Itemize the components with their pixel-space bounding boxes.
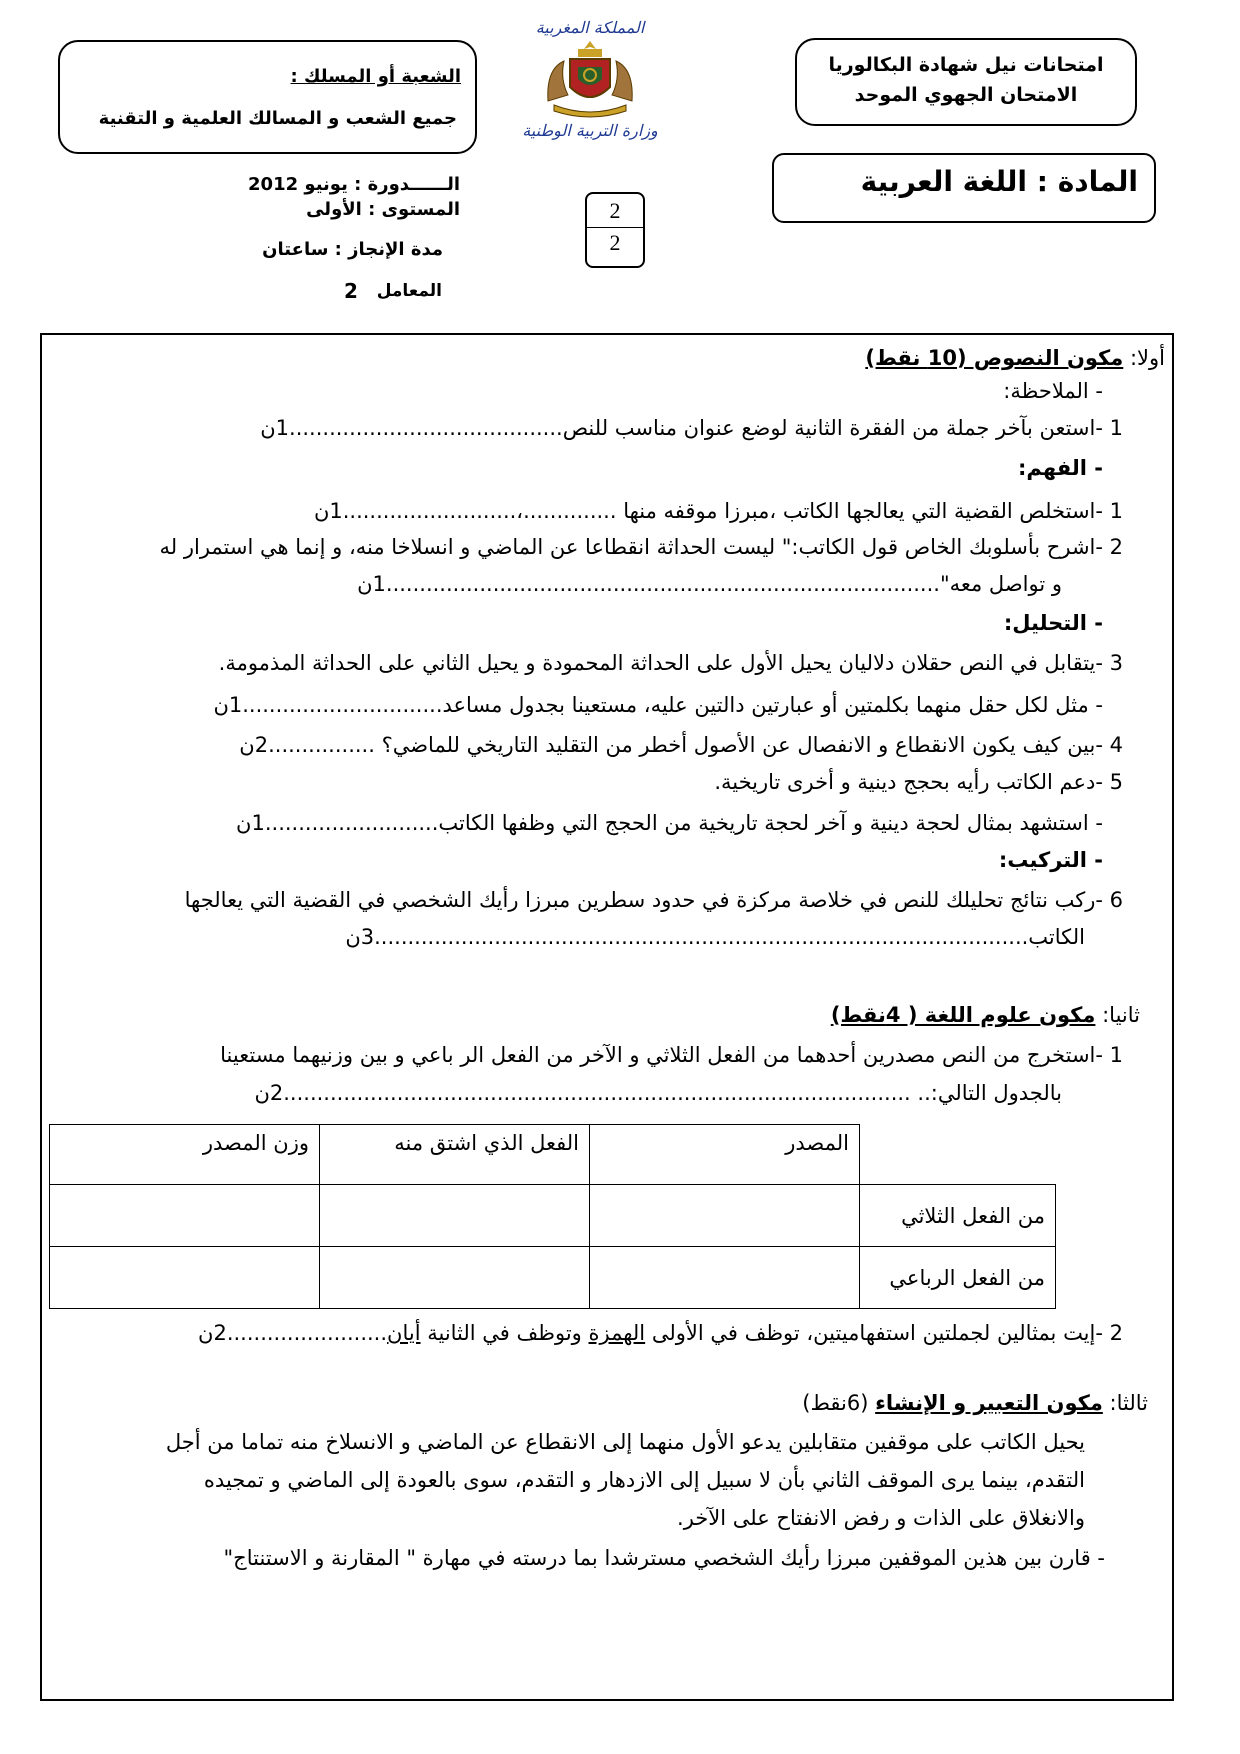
s2-q2-part-a: 2 -إيت بمثالين لجملتين استفهاميتين، توظف في الأولى: [645, 1321, 1123, 1345]
table-header-pattern: وزن المصدر: [50, 1125, 320, 1185]
table-cell[interactable]: [590, 1247, 860, 1309]
s3-line-3: والانغلاق على الذات و رفض الانفتاح على الآخر.: [677, 1506, 1085, 1530]
s1-line-q4-explain: 4 -بين كيف يكون الانقطاع و الانفصال عن الأصول أخطر من التقليد التاريخي للماضي؟ ................2ن: [239, 733, 1123, 757]
exam-title-line1: امتحانات نيل شهادة البكالوريا: [828, 54, 1104, 76]
s1-line-q6-synth: 6 -ركب نتائج تحليلك للنص في خلاصة مركزة في حدود سطرين مبرزا رأيك الشخصي في القضية التي يعالجها: [184, 888, 1123, 912]
section2-title: مكون علوم اللغة ( 4نقط): [830, 1003, 1096, 1027]
duration-label: مدة الإنجاز : ساعتان: [262, 239, 443, 260]
s3-line-task: - قارن بين هذين الموقفين مبرزا رأيك الشخصي مسترشدا بما درسته في مهارة " المقارنة و الاستنتاج": [223, 1546, 1105, 1570]
s1-line-q1-issue: 1 -استخلص القضية التي يعالجها الكاتب ،مبرزا موقفه منها ..............،..........................1ن: [313, 499, 1123, 523]
s3-line-1: يحيل الكاتب على موقفين متقابلين يدعو الأول منهما إلى الانقطاع عن الماضي و الانسلاخ منه تماما من أجل: [165, 1430, 1085, 1454]
page-number-top: 2: [587, 194, 643, 228]
s1-line-q6-cont: الكاتب..................................................................................................3ن: [345, 925, 1085, 949]
subject-box: [772, 153, 1156, 223]
s2-line-q1: 1 -استخرج من النص مصدرين أحدهما من الفعل الثلاثي و الآخر من الفعل الر باعي و بين وزنيهما مستعينا: [220, 1043, 1123, 1067]
s1-line-observation: - الملاحظة:: [1003, 379, 1103, 403]
section3-prefix: ثالثا:: [1109, 1391, 1148, 1415]
exam-title-line2: الامتحان الجهوي الموحد: [854, 84, 1078, 106]
table-cell[interactable]: [590, 1185, 860, 1247]
table-cell[interactable]: [320, 1247, 590, 1309]
section3-heading: [50, 1388, 1148, 1418]
s1-line-synthesis: - التركيب:: [998, 848, 1103, 872]
table-header-verb: الفعل الذي اشتق منه: [320, 1125, 590, 1185]
branch-title: الشعبة أو المسلك :: [290, 66, 461, 87]
s2-line-q2: [50, 1318, 1123, 1348]
s1-line-comprehension: - الفهم:: [1018, 456, 1103, 480]
table-corner: [860, 1125, 1056, 1185]
s1-line-q5-cite: - استشهد بمثال لحجة دينية و آخر لحجة تاريخية من الحجج التي وظفها الكاتب..........................1ن: [236, 811, 1103, 835]
section1-title: مكون النصوص (10 نقط): [865, 346, 1124, 370]
s1-line-q1-title: 1 -استعن بآخر جملة من الفقرة الثانية لوضع عنوان مناسب للنص.........................................1ن: [260, 416, 1123, 440]
section3-points: (6نقط): [802, 1391, 876, 1415]
page-number-bottom: 2: [609, 230, 621, 255]
s2-q2-part-c: ........................2ن: [198, 1321, 388, 1345]
derivation-table: [49, 1124, 1056, 1309]
section2-prefix: ثانيا:: [1102, 1003, 1140, 1027]
table-row-label-trilateral: من الفعل الثلاثي: [860, 1185, 1056, 1247]
level-label: المستوى : الأولى: [306, 199, 460, 220]
table-cell[interactable]: [320, 1185, 590, 1247]
exam-title-box: [795, 38, 1137, 126]
section1-heading: [50, 343, 1165, 373]
s3-line-2: التقدم، بينما يرى الموقف الثاني بأن لا سبيل إلى الازدهار و التقدم، سوى بالعودة إلى الماضي و تمجيده: [203, 1468, 1085, 1492]
coef-value: 2: [344, 279, 358, 303]
table-header-masdar: المصدر: [590, 1125, 860, 1185]
coef-label: المعامل: [376, 281, 442, 301]
s1-line-q2-explain: 2 -اشرح بأسلوبك الخاص قول الكاتب:" ليست الحداثة انقطاعا عن الماضي و انسلاخا منه، و إنما هي استمرار له: [159, 535, 1123, 559]
branch-box: [58, 40, 477, 154]
s2-line-q1-cont: بالجدول التالي:.. ..............................................................................................2ن: [254, 1081, 1062, 1105]
subject-title: المادة : اللغة العربية: [860, 165, 1138, 198]
page-number-box: [585, 192, 645, 268]
s1-line-q2-cont: و تواصل معه"...................................................................................1ن: [357, 572, 1062, 596]
section2-heading: [50, 1000, 1140, 1030]
session-label: الــــــدورة : يونيو 2012: [248, 174, 460, 195]
s2-q2-ayyan: أيان: [387, 1321, 421, 1345]
logo-top-text: المملكة المغربية: [535, 18, 645, 37]
s1-line-q5-support: 5 -دعم الكاتب رأيه بحجج دينية و أخرى تاريخية.: [714, 770, 1123, 794]
table-cell[interactable]: [50, 1185, 320, 1247]
logo-bottom-text: وزارة التربية الوطنية: [522, 121, 658, 140]
section3-title: مكون التعبير و الإنشاء: [875, 1391, 1103, 1415]
s2-q2-part-b: وتوظف في الثانية: [420, 1321, 589, 1345]
section1-prefix: أولا:: [1129, 346, 1165, 370]
branch-value: جميع الشعب و المسالك العلمية و التقنية: [98, 108, 457, 129]
table-cell[interactable]: [50, 1247, 320, 1309]
s1-line-q3-example: - مثل لكل حقل منهما بكلمتين أو عبارتين دالتين عليه، مستعينا بجدول مساعد..............................1ن: [213, 693, 1103, 717]
s2-q2-hamza: الهمزة: [588, 1321, 646, 1345]
s1-line-analysis: - التحليل:: [1003, 611, 1103, 635]
coat-of-arms-icon: [540, 39, 640, 121]
table-row-label-quadrilateral: من الفعل الرباعي: [860, 1247, 1056, 1309]
s1-line-q3-fields: 3 -يتقابل في النص حقلان دلاليان يحيل الأول على الحداثة المحمودة و يحيل الثاني على الحداثة المذمومة.: [218, 651, 1123, 675]
ministry-logo: [500, 18, 680, 153]
